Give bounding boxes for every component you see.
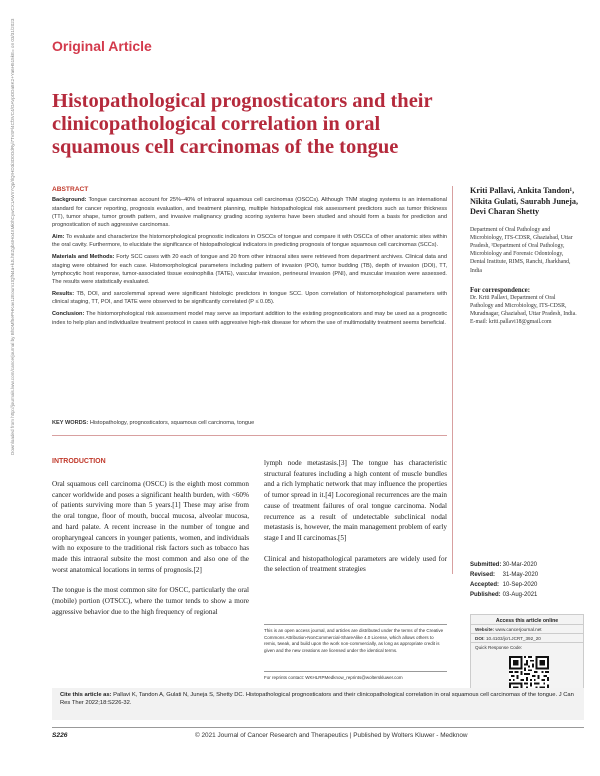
submitted-label: Submitted: [470,562,502,568]
article-title: Histopathological prognosticators and their clinicopathological correlation in oral squamous cell carcinomas of the tongue [52,90,433,158]
reprints-note: For reprints contact: WKHLRPMedknow_reprints@wolterskluwer.com [264,671,447,680]
abstract [52,186,447,330]
methods-text: Forty SCC cases with 20 each of tongue and 20 from other intraoral sites were retrieved from department archives. Clinical data and staging were obtained for each case. Histomorphological parameters including pattern of invasion (POI), tumor budding (TB), depth of invasion (DOI), TT, lymphocytic host response, tumor-associated tissue eosinophilia (TATE), vascular invasion, perineural invasion (PNI), and muscular invasion were assessed. The results were statistically evaluated. [52,254,447,286]
accepted-value: 10-Sep-2020 [502,582,538,588]
keywords [52,420,447,426]
doi-link[interactable]: 10.4103/jcrt.JCRT_392_20 [485,635,541,641]
correspondence-heading: For correspondence: [470,286,530,294]
website-label: Website: [475,626,495,632]
abstract-conclusion [52,310,447,327]
revised-date [470,570,580,580]
cite-text: Pallavi K, Tandon A, Gulati N, Juneja S, Shetty DC. Histopathological prognosticators and their clinicopathological correlation in oral squamous cell carcinomas of the tongue. J Can Res Ther 2022;18:S226-32. [60,692,574,707]
correspondence-details: Dr. Kriti Pallavi, Department of Oral Pathology and Microbiology, ITS-CDSR, Muradnagar, Ghaziabad, Uttar Pradesh, India. E-mail: kriti.pallavi18@gmail.com [470,294,577,326]
results-text: TB, DOI, and sarcolemmal spread were significant histologic predictors in tongue SCC. Upon correlation of histomorphological parameters with clinical staging, TT, POI, and TATE were observed to be significantly correlated (P ≤ 0.05). [52,291,447,306]
published-value: 03-Aug-2021 [502,592,538,598]
page-number: S226 [52,732,68,739]
abstract-divider [52,435,447,436]
intro-paragraph: Oral squamous cell carcinoma (OSCC) is the eighth most common cancer worldwide and poses a significant health burden, with <60% of patients surviving more than 5 years.[1] These may arise from the oral tongue, floor of mouth, buccal mucosa, alveolar mucosa, and hard palate. A recent increase in the number of tongue and oropharyngeal cancers in younger patients, women, and individuals with no exposure to the traditional risk factors such as tobacco has made this intraoral subsite the most common and also one of the worst anatomical locations in terms of prognosis.[2] [52,480,249,574]
article-dates [470,560,580,600]
abstract-heading: ABSTRACT [52,186,89,193]
cite-label: Cite this article as: [60,692,112,698]
author-names: Kriti Pallavi, Ankita Tandon¹, Nikita Gulati, Saurabh Juneja, Devi Charan Shetty [470,186,579,216]
abstract-methods [52,253,447,286]
accepted-label: Accepted: [470,582,500,588]
methods-label: Materials and Methods: [52,254,115,261]
author-affiliation: Department of Oral Pathology and Microbiology, ITS-CDSR, Ghaziabad, Uttar Pradesh, ¹Department of Oral Pathology, Microbiology and Forensic Odontology, Dental Institute, RIMS, Ranchi, Jharkhand, India [470,226,573,274]
body-column-left [52,479,249,627]
article-type-label: Original Article [52,38,152,54]
keywords-text: Histopathology, prognosticators, squamous cell carcinoma, tongue [89,420,255,426]
intro-paragraph: Clinical and histopathological parameters are widely used for the selection of treatment strategies [264,554,447,574]
abstract-aim [52,233,447,250]
access-doi[interactable] [471,633,583,642]
footer-divider [52,727,584,728]
conclusion-label: Conclusion: [52,311,85,318]
submitted-value: 30-Mar-2020 [502,562,538,568]
results-label: Results: [52,291,75,298]
download-watermark [8,18,20,460]
author-panel [470,186,580,327]
introduction-heading: INTRODUCTION [52,458,106,465]
submitted-date [470,560,580,570]
access-qr-label: Quick Response Code: [471,642,583,651]
conclusion-text: The histomorphological risk assessment model may serve as important addition to the existing prognosticators and may be used as a prognostic index to help plan and individualize treatment protocol in cases with aggressive high-risk disease for whom the use of multimodality treatment seems beneficial. [52,311,448,326]
citation-box [52,688,584,720]
access-title: Access this article online [495,618,559,624]
website-link[interactable]: www.cancerjournal.net [495,626,542,632]
keywords-label: KEY WORDS: [52,420,89,426]
aim-text: To evaluate and characterize the histomorphological prognostic indicators in OSCCs of tongue and compare it with OSCCs of other anatomic sites within the oral cavity. Furthermore, to elucidate the significance of histopathological indicators in predicting prognosis of tongue squamous cell carcinomas (SCCs). [52,234,447,249]
background-label: Background: [52,197,87,204]
published-date [470,590,580,600]
download-watermark-text: Downloaded from http://journals.lww.com/cancerjournal by BhDMf5ePHKav1zEoum1tQfN4a+kJLhEZgbsIHo4XMi0hCywCX1AWnYQp/IlQrHD3i3D0OdRyi7TvSFl4Cf3VC4/OAVpDDa8K2+Ya6H515kE= on 03/31/2023 [10,18,15,455]
abstract-results [52,290,447,307]
accepted-date [470,580,580,590]
revised-label: Revised: [470,572,496,578]
license-note: This is an open access journal, and articles are distributed under the terms of the Creative Commons Attribution-NonCommercial-ShareAlike 4.0 License, which allows others to remix, tweak, and build upon the work non-commercially, as long as appropriate credit is given and the new creations are licensed under the identical terms. [264,624,447,654]
body-column-right [264,458,447,585]
intro-paragraph: lymph node metastasis.[3] The tongue has characteristic structural features including a high content of muscle bundles and a rich lymphatic network that may influence the properties of tumor spread in it.[4] Locoregional recurrences are the main cause of treatment failures of oral tongue carcinoma. Nodal recurrence as a result of undetectable subclinical nodal metastasis is, however, the main management problem of early stage I and II carcinomas.[5] [264,459,447,542]
abstract-background [52,196,447,229]
intro-paragraph: The tongue is the most common site for OSCC, particularly the oral (mobile) portion (OTSCC), where the tumor tends to show a more aggressive behavior due to the high frequency of regional [52,586,249,616]
column-divider [452,186,453,574]
background-text: Tongue carcinomas account for 25%–40% of intraoral squamous cell carcinomas (OSCCs). Although TNM staging systems is an international standard for cancer reporting, prognosis evaluation, and treatment planning, multiple histopathological risk assessment predictors such as tumor thickness (TT), tumor shape, tumor growth pattern, and invasive malignancy grading scoring systems have been studied and should form a basis for prediction and prognostication of such aggressive carcinomas. [52,197,448,229]
footer-publisher: © 2021 Journal of Cancer Research and Therapeutics | Published by Wolters Kluwer - Medknow [195,732,468,739]
published-label: Published: [470,592,501,598]
access-website[interactable] [471,624,583,633]
doi-label: DOI: [475,635,485,641]
revised-value: 31-May-2020 [502,572,539,578]
aim-label: Aim: [52,234,65,241]
